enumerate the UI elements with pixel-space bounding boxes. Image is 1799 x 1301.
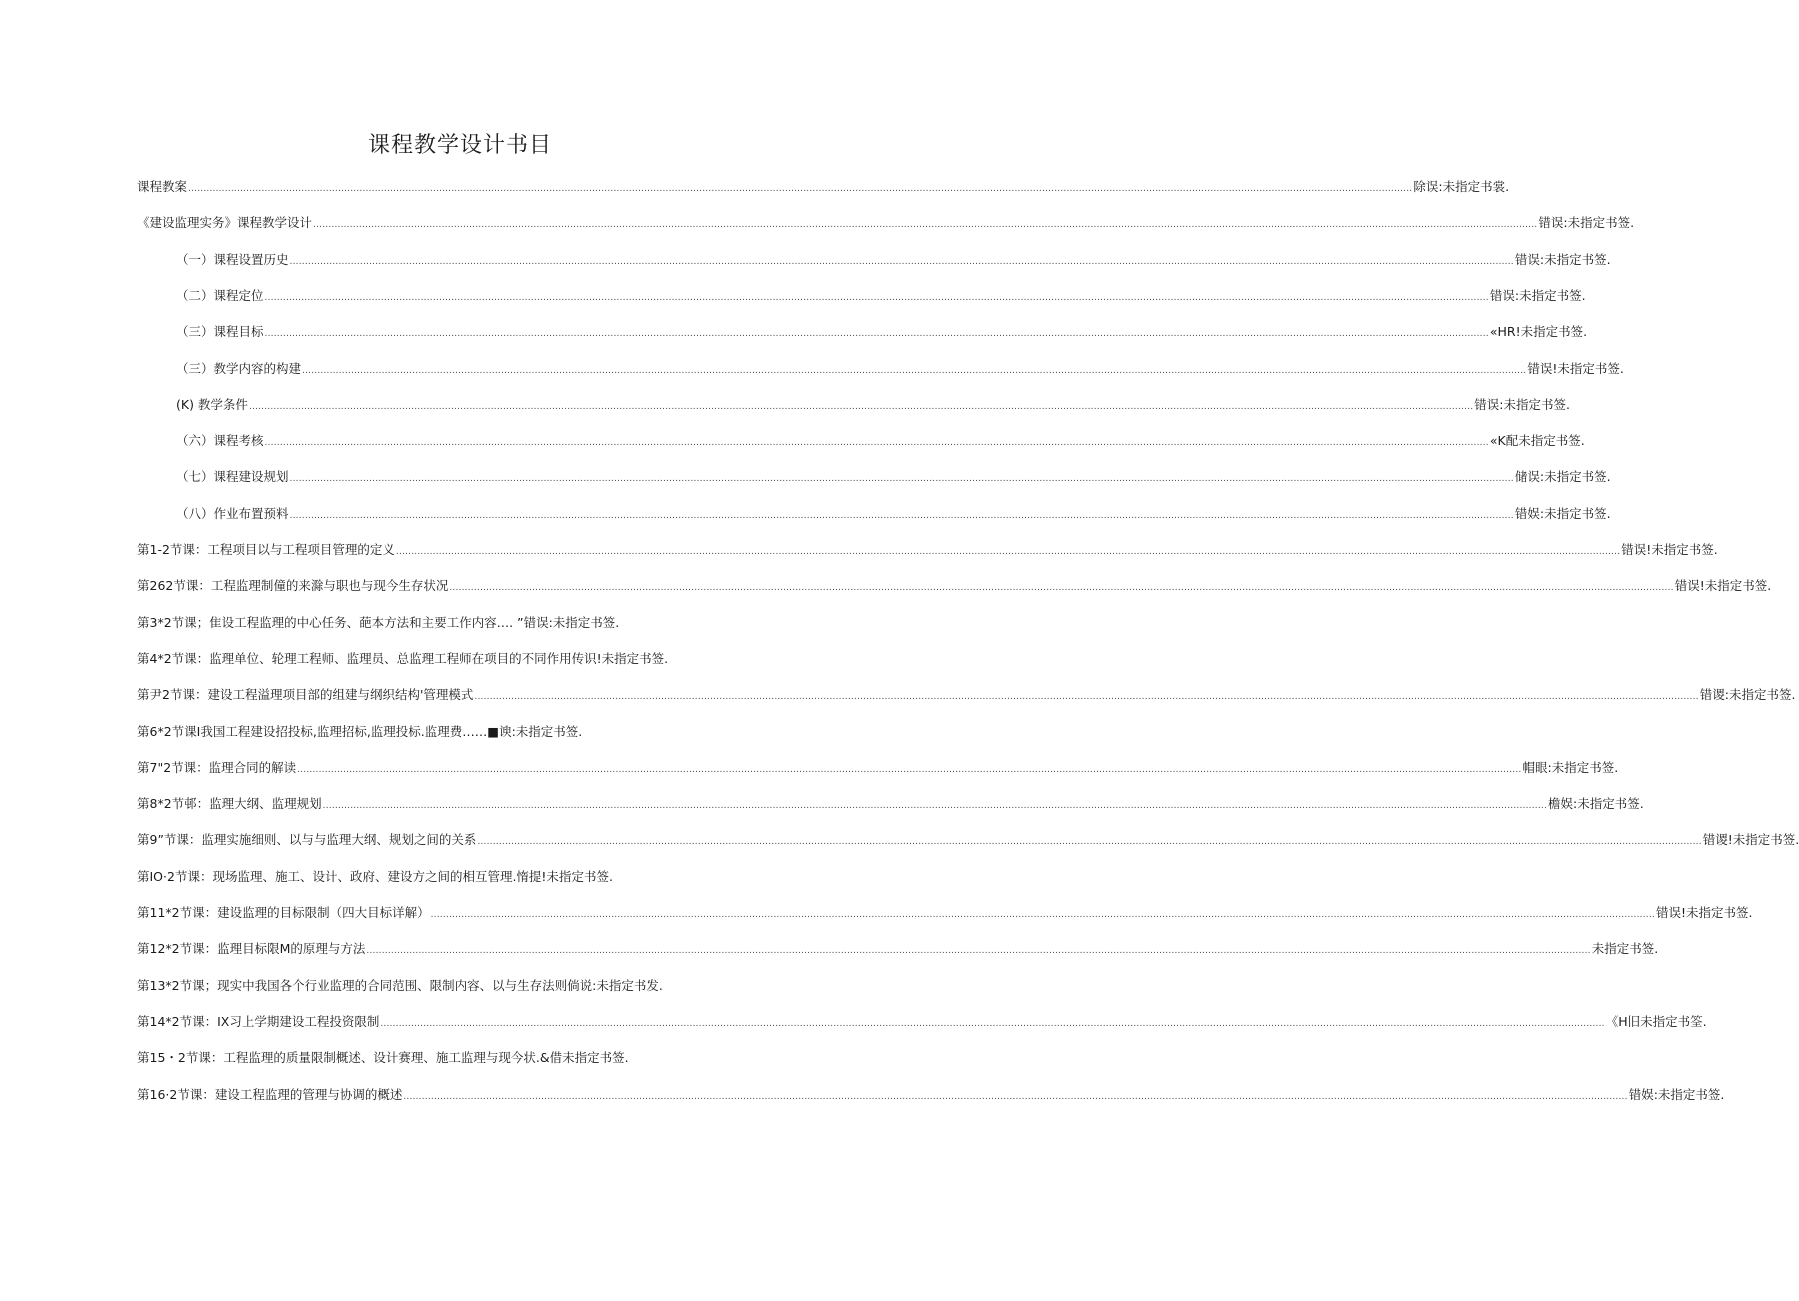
toc-page-reference: 储误:未指定书签.	[1514, 469, 1611, 485]
toc-page-reference: 错娱:未指定书签.	[1514, 505, 1611, 521]
toc-page-reference: 错误!未指定书签.	[1527, 360, 1624, 376]
toc-entry[interactable]	[137, 177, 1510, 197]
toc-entry[interactable]	[137, 758, 1619, 778]
toc-entry[interactable]	[137, 1085, 1725, 1105]
toc-entry-label: 《建设监理实务》课程教学设计	[137, 215, 313, 231]
toc-page-reference: 帽眼:未指定书签.	[1522, 759, 1619, 775]
toc-entry[interactable]	[137, 576, 1772, 596]
toc-entry[interactable]	[137, 976, 766, 996]
toc-entry-label: 第11*2节课：建设监理的目标限制（四大目标详解）	[137, 905, 430, 920]
toc-page-reference: 错娱:未指定书签.	[1628, 1086, 1725, 1102]
toc-leader-dots: ................................................................................................................................................................................................................................................................................................................................................................................................................	[395, 547, 1621, 557]
toc-leader-dots: ................................................................................................................................................................................................................................................................................................................................................................................................................	[264, 329, 1489, 340]
toc-page-reference: 错误:未指定书签.	[1538, 215, 1635, 231]
page-title: 课程教学设计书目	[367, 133, 552, 158]
toc-page-reference: 错误!未指定书签.	[1674, 578, 1772, 594]
toc-entry-label: （二）课程定位	[176, 287, 264, 303]
toc-leader-dots: ................................................................................................................................................................................................................................................................................................................................................................................................................	[449, 583, 1674, 594]
toc-entry[interactable]	[137, 867, 766, 887]
toc-entry-label: （一）课程设置历史	[176, 251, 289, 267]
toc-leader-dots: ................................................................................................................................................................................................................................................................................................................................................................................................................	[264, 438, 1489, 449]
toc-leader-dots: ................................................................................................................................................................................................................................................................................................................................................................................................................	[322, 801, 1548, 812]
toc-page-reference: 檐娱:未指定书签.	[1548, 796, 1644, 812]
toc-entry-label: 第262节课：工程监理制僮的来滁与职也与现今生存状况	[137, 578, 449, 594]
toc-leader-dots: ................................................................................................................................................................................................................................................................................................................................................................................................................	[403, 1091, 1628, 1102]
toc-entry-label: （三）课程目标	[176, 324, 264, 340]
toc-entry-label: 第14*2节课：IX习上学期建设工程投资限制	[137, 1013, 380, 1029]
toc-leader-dots: ................................................................................................................................................................................................................................................................................................................................................................................................................	[380, 1018, 1605, 1029]
toc-entry[interactable]	[137, 830, 1799, 850]
toc-entry-label: 第4*2节课：监理单位、轮理工程师、监理员、总监理工程师在项目的不同作用传识!未指定书签.	[137, 650, 669, 666]
toc-page-reference: «K配未指定书签.	[1489, 433, 1585, 449]
toc-entry-label: 第9”节课：监理实施细则、以与与监理大纲、规划之间的关系	[137, 832, 477, 848]
toc-entry[interactable]	[176, 250, 1611, 270]
toc-entry-label: 第1-2节课：工程项目以与工程项目管理的定义	[137, 542, 395, 557]
toc-entry[interactable]	[137, 1012, 1707, 1032]
toc-entry[interactable]	[137, 685, 1796, 705]
toc-entry[interactable]	[137, 794, 1644, 814]
toc-entry[interactable]	[176, 322, 1588, 342]
toc-leader-dots: ................................................................................................................................................................................................................................................................................................................................................................................................................	[430, 910, 1655, 920]
toc-entry-label: 第8*2节邨：监理大纲、监理规划	[137, 796, 322, 812]
toc-page-reference: 错误:未指定书签.	[1489, 287, 1586, 303]
toc-entry-label: 第12*2节课：监理目标限M的原理与方法	[137, 941, 366, 957]
toc-entry[interactable]	[176, 431, 1585, 451]
toc-entry[interactable]	[176, 395, 1570, 415]
toc-leader-dots: ................................................................................................................................................................................................................................................................................................................................................................................................................	[474, 692, 1699, 703]
toc-entry-label: 第3*2节课；隹设工程监理的中心任务、葩本方法和主要工作内容…. ”错误:未指定书签.	[137, 614, 620, 630]
toc-entry[interactable]	[137, 613, 766, 633]
toc-leader-dots: ................................................................................................................................................................................................................................................................................................................................................................................................................	[477, 837, 1702, 848]
toc-leader-dots: ................................................................................................................................................................................................................................................................................................................................................................................................................	[248, 401, 1474, 412]
toc-entry-label: （三）教学内容的构建	[176, 360, 302, 376]
toc-leader-dots: ................................................................................................................................................................................................................................................................................................................................................................................................................	[302, 365, 1527, 376]
toc-entry-label: （七）课程建设规划	[176, 469, 289, 485]
toc-entry[interactable]	[137, 649, 766, 669]
toc-entry[interactable]	[137, 1048, 766, 1068]
toc-leader-dots: ................................................................................................................................................................................................................................................................................................................................................................................................................	[289, 474, 1514, 485]
toc-page-reference: «HR!未指定书签.	[1489, 324, 1588, 340]
toc-entry-label: 课程教案	[137, 179, 188, 194]
toc-page-reference: 错误:未指定书签.	[1474, 396, 1570, 412]
toc-leader-dots: ................................................................................................................................................................................................................................................................................................................................................................................................................	[313, 220, 1538, 231]
toc-entry-label: （六）课程考核	[176, 433, 264, 449]
toc-page-reference: 错误!未指定书签.	[1655, 905, 1753, 920]
toc-entry-label: 第IO·2节课：现场监理、施工、设计、政府、建设方之间的相互管理.惰提!未指定书签.	[137, 868, 613, 884]
toc-entry[interactable]	[176, 359, 1624, 379]
toc-leader-dots: ................................................................................................................................................................................................................................................................................................................................................................................................................	[289, 510, 1514, 521]
toc-leader-dots: ................................................................................................................................................................................................................................................................................................................................................................................................................	[188, 184, 1413, 194]
toc-entry-label: （八）作业布置预料	[176, 505, 289, 521]
toc-entry-label: 第15・2节课：工程监理的质量限制概述、设计赛理、施工监理与现今状.&借未指定书签.	[137, 1050, 629, 1066]
toc-page-reference: 错谡!未指定书签.	[1702, 832, 1799, 848]
toc-leader-dots: ................................................................................................................................................................................................................................................................................................................................................................................................................	[297, 764, 1522, 775]
toc-page-reference: 未指定书签.	[1591, 941, 1659, 957]
toc-leader-dots: ................................................................................................................................................................................................................................................................................................................................................................................................................	[366, 946, 1591, 957]
toc-page-reference: 《H旧未指定书筌.	[1605, 1013, 1707, 1029]
toc-page-reference: 错误:未指定书签.	[1514, 251, 1611, 267]
toc-entry-label: 第尹2节课：建设工程溢理项目部的组建与纲织结构'管理模式	[137, 687, 474, 703]
toc-entry[interactable]	[176, 286, 1586, 306]
toc-leader-dots: ................................................................................................................................................................................................................................................................................................................................................................................................................	[264, 292, 1489, 303]
toc-entry-label: (K) 教学条件	[176, 396, 248, 412]
toc-entry-label: 第13*2节课；现实中我国各个行业监理的合同范围、限制内容、以与生存法则倘说:未指定书发.	[137, 977, 663, 993]
toc-entry-label: 第6*2节课I我国工程建设招投标,监理招标,监理投标.监理费……■谀:未指定书签.	[137, 723, 583, 739]
toc-entry[interactable]	[137, 939, 1659, 959]
toc-page-reference: 错误!未指定书签.	[1621, 542, 1718, 557]
toc-entry[interactable]	[176, 467, 1611, 487]
toc-entry[interactable]	[137, 540, 1718, 560]
toc-page-reference: 错谡:未指定书签.	[1699, 687, 1796, 703]
toc-entry[interactable]	[176, 504, 1611, 524]
toc-leader-dots: ................................................................................................................................................................................................................................................................................................................................................................................................................	[289, 256, 1514, 267]
toc-entry[interactable]	[137, 213, 1635, 233]
toc-entry-label: 第16·2节课：建设工程监理的管理与协调的概述	[137, 1086, 403, 1102]
toc-entry[interactable]	[137, 722, 766, 742]
toc-page-reference: 除误:未指定书裳.	[1413, 179, 1510, 194]
toc-entry[interactable]	[137, 903, 1753, 923]
toc-entry-label: 第7"2节课：监理合同的解读	[137, 759, 297, 775]
